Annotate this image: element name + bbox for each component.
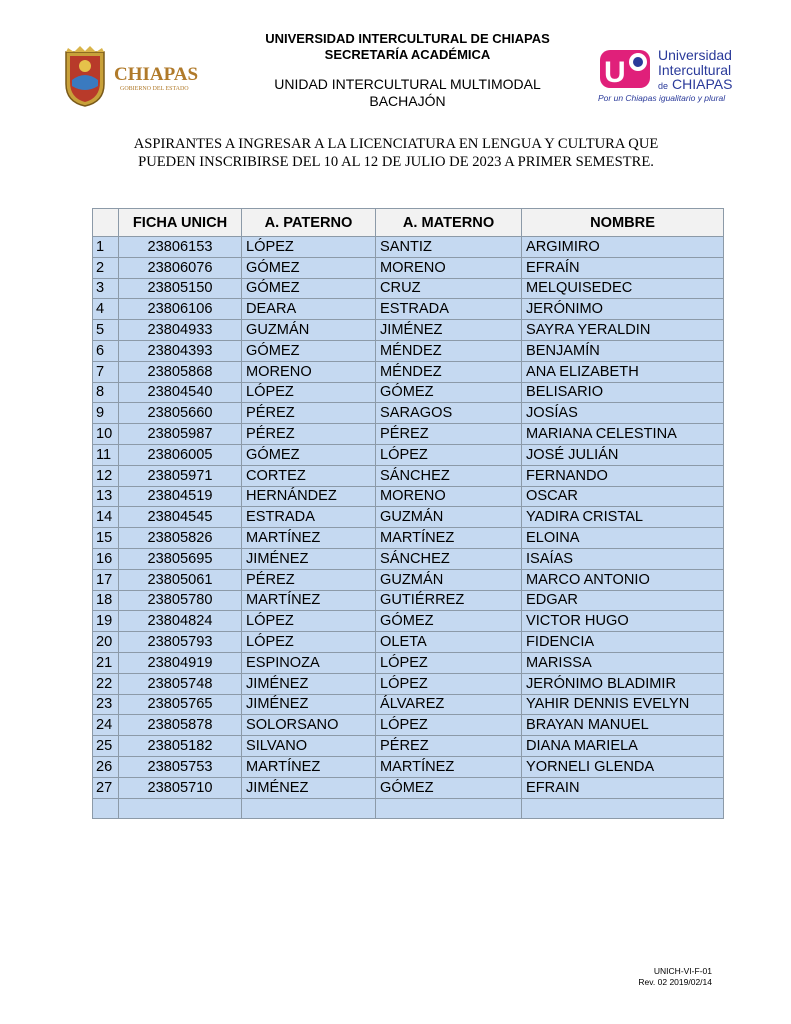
table-row — [93, 528, 724, 549]
table-row — [93, 673, 724, 694]
cell-idx — [93, 798, 119, 819]
unich-logo — [598, 44, 758, 104]
cell-nombre: VICTOR HUGO — [522, 611, 724, 632]
notice-line2: PUEDEN INSCRIBIRSE DEL 10 AL 12 DE JULIO DE 2023 A PRIMER SEMESTRE. — [138, 154, 654, 170]
cell-idx: 22 — [93, 673, 119, 694]
notice-line1: ASPIRANTES A INGRESAR A LA LICENCIATURA EN LENGUA Y CULTURA QUE — [133, 136, 659, 152]
cell-materno: GUTIÉRREZ — [376, 590, 522, 611]
cell-idx: 23 — [93, 694, 119, 715]
table-row — [93, 361, 724, 382]
cell-ficha: 23805695 — [119, 548, 242, 569]
cell-nombre: FIDENCIA — [522, 632, 724, 653]
cell-ficha: 23806106 — [119, 299, 242, 320]
cell-ficha: 23805753 — [119, 756, 242, 777]
cell-ficha: 23805765 — [119, 694, 242, 715]
cell-ficha — [119, 798, 242, 819]
cell-idx: 11 — [93, 444, 119, 465]
table-row — [93, 237, 724, 258]
table-row — [93, 611, 724, 632]
cell-nombre: YAHIR DENNIS EVELYN — [522, 694, 724, 715]
cell-paterno: GÓMEZ — [242, 340, 376, 361]
cell-materno: MÉNDEZ — [376, 340, 522, 361]
cell-idx: 6 — [93, 340, 119, 361]
cell-materno: MARTÍNEZ — [376, 756, 522, 777]
cell-idx: 25 — [93, 736, 119, 757]
cell-idx: 7 — [93, 361, 119, 382]
cell-ficha: 23805710 — [119, 777, 242, 798]
cell-ficha: 23804933 — [119, 320, 242, 341]
cell-nombre: JERÓNIMO — [522, 299, 724, 320]
cell-idx: 17 — [93, 569, 119, 590]
cell-idx: 3 — [93, 278, 119, 299]
header-paterno: A. PATERNO — [242, 209, 376, 237]
cell-ficha: 23805660 — [119, 403, 242, 424]
cell-idx: 8 — [93, 382, 119, 403]
cell-idx: 16 — [93, 548, 119, 569]
university-name: UNIVERSIDAD INTERCULTURAL DE CHIAPAS — [265, 31, 550, 46]
cell-idx: 13 — [93, 486, 119, 507]
cell-nombre: MARCO ANTONIO — [522, 569, 724, 590]
cell-paterno: GÓMEZ — [242, 257, 376, 278]
cell-paterno: GUZMÁN — [242, 320, 376, 341]
cell-nombre: JOSÍAS — [522, 403, 724, 424]
cell-nombre: MELQUISEDEC — [522, 278, 724, 299]
cell-materno: GÓMEZ — [376, 382, 522, 403]
cell-paterno: CORTEZ — [242, 465, 376, 486]
cell-idx: 19 — [93, 611, 119, 632]
cell-idx: 10 — [93, 424, 119, 445]
cell-materno: LÓPEZ — [376, 715, 522, 736]
table-row — [93, 257, 724, 278]
cell-idx: 20 — [93, 632, 119, 653]
cell-nombre: JOSÉ JULIÁN — [522, 444, 724, 465]
cell-nombre: ANA ELIZABETH — [522, 361, 724, 382]
cell-ficha: 23805748 — [119, 673, 242, 694]
cell-nombre: BRAYAN MANUEL — [522, 715, 724, 736]
cell-ficha: 23805780 — [119, 590, 242, 611]
table-row — [93, 756, 724, 777]
cell-paterno: ESTRADA — [242, 507, 376, 528]
cell-nombre: EFRAIN — [522, 777, 724, 798]
cell-materno: CRUZ — [376, 278, 522, 299]
table-row — [93, 424, 724, 445]
cell-materno: MORENO — [376, 486, 522, 507]
cell-paterno: JIMÉNEZ — [242, 694, 376, 715]
cell-materno: SÁNCHEZ — [376, 548, 522, 569]
cell-ficha: 23805971 — [119, 465, 242, 486]
svg-text:de: de — [658, 81, 669, 91]
cell-materno: LÓPEZ — [376, 673, 522, 694]
cell-materno: GUZMÁN — [376, 507, 522, 528]
cell-idx: 14 — [93, 507, 119, 528]
cell-ficha: 23806153 — [119, 237, 242, 258]
table-row — [93, 715, 724, 736]
cell-materno: GÓMEZ — [376, 777, 522, 798]
revision-date: Rev. 02 2019/02/14 — [638, 976, 712, 987]
cell-paterno: ESPINOZA — [242, 652, 376, 673]
svg-text:Por un Chiapas igualitario y p: Por un Chiapas igualitario y plural — [598, 93, 726, 103]
cell-paterno: SOLORSANO — [242, 715, 376, 736]
table-row — [93, 486, 724, 507]
cell-nombre: EDGAR — [522, 590, 724, 611]
cell-nombre: YADIRA CRISTAL — [522, 507, 724, 528]
notice-text — [80, 135, 712, 171]
cell-materno: LÓPEZ — [376, 652, 522, 673]
cell-paterno: JIMÉNEZ — [242, 777, 376, 798]
cell-idx: 18 — [93, 590, 119, 611]
header-nombre: NOMBRE — [522, 209, 724, 237]
cell-nombre: ARGIMIRO — [522, 237, 724, 258]
table-row — [93, 340, 724, 361]
cell-paterno: PÉREZ — [242, 424, 376, 445]
cell-ficha: 23805061 — [119, 569, 242, 590]
chiapas-logo-text: CHIAPAS — [114, 64, 199, 85]
applicants-table — [92, 208, 724, 819]
cell-ficha: 23804540 — [119, 382, 242, 403]
cell-paterno: MARTÍNEZ — [242, 590, 376, 611]
cell-materno: LÓPEZ — [376, 444, 522, 465]
table-row — [93, 444, 724, 465]
cell-idx: 24 — [93, 715, 119, 736]
cell-ficha: 23805987 — [119, 424, 242, 445]
cell-paterno: HERNÁNDEZ — [242, 486, 376, 507]
cell-materno: MÉNDEZ — [376, 361, 522, 382]
cell-idx: 27 — [93, 777, 119, 798]
table-row — [93, 465, 724, 486]
cell-ficha: 23804519 — [119, 486, 242, 507]
table-row — [93, 403, 724, 424]
cell-nombre: EFRAÍN — [522, 257, 724, 278]
cell-nombre: ELOINA — [522, 528, 724, 549]
cell-ficha: 23805150 — [119, 278, 242, 299]
cell-paterno: MORENO — [242, 361, 376, 382]
svg-text:CHIAPAS: CHIAPAS — [672, 76, 733, 92]
cell-materno: SÁNCHEZ — [376, 465, 522, 486]
cell-materno: PÉREZ — [376, 736, 522, 757]
table-row — [93, 507, 724, 528]
cell-materno: ESTRADA — [376, 299, 522, 320]
cell-ficha: 23805878 — [119, 715, 242, 736]
table-row — [93, 548, 724, 569]
table-row — [93, 798, 724, 819]
cell-idx: 26 — [93, 756, 119, 777]
cell-ficha: 23805182 — [119, 736, 242, 757]
table-row — [93, 632, 724, 653]
cell-paterno: DEARA — [242, 299, 376, 320]
cell-paterno: PÉREZ — [242, 403, 376, 424]
table-row — [93, 320, 724, 341]
header-ficha: FICHA UNICH — [119, 209, 242, 237]
form-code: UNICH-VI-F-01 — [653, 966, 712, 976]
table-row — [93, 569, 724, 590]
cell-nombre: MARIANA CELESTINA — [522, 424, 724, 445]
svg-text:Universidad: Universidad — [658, 47, 732, 63]
cell-nombre: YORNELI GLENDA — [522, 756, 724, 777]
cell-ficha: 23804824 — [119, 611, 242, 632]
cell-paterno: LÓPEZ — [242, 237, 376, 258]
cell-ficha: 23804545 — [119, 507, 242, 528]
cell-materno — [376, 798, 522, 819]
cell-paterno: GÓMEZ — [242, 444, 376, 465]
cell-idx: 12 — [93, 465, 119, 486]
cell-paterno: MARTÍNEZ — [242, 756, 376, 777]
cell-nombre — [522, 798, 724, 819]
table-row — [93, 736, 724, 757]
cell-idx: 15 — [93, 528, 119, 549]
cell-idx: 9 — [93, 403, 119, 424]
cell-ficha: 23806005 — [119, 444, 242, 465]
cell-ficha: 23805868 — [119, 361, 242, 382]
cell-materno: GÓMEZ — [376, 611, 522, 632]
document-footer — [630, 966, 712, 987]
cell-paterno: MARTÍNEZ — [242, 528, 376, 549]
cell-nombre: DIANA MARIELA — [522, 736, 724, 757]
cell-paterno — [242, 798, 376, 819]
cell-materno: MORENO — [376, 257, 522, 278]
cell-materno: SANTIZ — [376, 237, 522, 258]
cell-materno: OLETA — [376, 632, 522, 653]
cell-nombre: BENJAMÍN — [522, 340, 724, 361]
cell-idx: 21 — [93, 652, 119, 673]
unit-name-line1: UNIDAD INTERCULTURAL MULTIMODAL — [274, 76, 541, 92]
cell-nombre: FERNANDO — [522, 465, 724, 486]
table-header-row — [93, 209, 724, 237]
cell-ficha: 23804919 — [119, 652, 242, 673]
chiapas-logo-subtext: GOBIERNO DEL ESTADO — [120, 86, 189, 92]
secretariat-name: SECRETARÍA ACADÉMICA — [324, 47, 491, 62]
cell-materno: JIMÉNEZ — [376, 320, 522, 341]
table-row — [93, 590, 724, 611]
cell-paterno: LÓPEZ — [242, 611, 376, 632]
cell-paterno: JIMÉNEZ — [242, 673, 376, 694]
document-header — [230, 31, 585, 110]
cell-ficha: 23806076 — [119, 257, 242, 278]
cell-paterno: PÉREZ — [242, 569, 376, 590]
cell-ficha: 23804393 — [119, 340, 242, 361]
unit-name-line2: BACHAJÓN — [369, 93, 446, 109]
table-row — [93, 652, 724, 673]
svg-text:U: U — [604, 56, 626, 89]
table-body — [93, 237, 724, 819]
cell-nombre: JERÓNIMO BLADIMIR — [522, 673, 724, 694]
chiapas-government-logo — [62, 46, 212, 108]
cell-idx: 5 — [93, 320, 119, 341]
svg-text:Intercultural: Intercultural — [658, 62, 732, 78]
cell-paterno: JIMÉNEZ — [242, 548, 376, 569]
table-row — [93, 382, 724, 403]
cell-nombre: MARISSA — [522, 652, 724, 673]
cell-paterno: LÓPEZ — [242, 632, 376, 653]
table-row — [93, 777, 724, 798]
cell-nombre: BELISARIO — [522, 382, 724, 403]
cell-nombre: SAYRA YERALDIN — [522, 320, 724, 341]
cell-nombre: OSCAR — [522, 486, 724, 507]
cell-paterno: SILVANO — [242, 736, 376, 757]
cell-materno: MARTÍNEZ — [376, 528, 522, 549]
cell-paterno: LÓPEZ — [242, 382, 376, 403]
cell-paterno: GÓMEZ — [242, 278, 376, 299]
table-row — [93, 694, 724, 715]
cell-ficha: 23805826 — [119, 528, 242, 549]
cell-materno: GUZMÁN — [376, 569, 522, 590]
cell-materno: SARAGOS — [376, 403, 522, 424]
cell-ficha: 23805793 — [119, 632, 242, 653]
cell-materno: PÉREZ — [376, 424, 522, 445]
table-row — [93, 299, 724, 320]
header-index — [93, 209, 119, 237]
table-row — [93, 278, 724, 299]
cell-materno: ÁLVAREZ — [376, 694, 522, 715]
cell-idx: 4 — [93, 299, 119, 320]
cell-idx: 1 — [93, 237, 119, 258]
header-materno: A. MATERNO — [376, 209, 522, 237]
cell-nombre: ISAÍAS — [522, 548, 724, 569]
cell-idx: 2 — [93, 257, 119, 278]
